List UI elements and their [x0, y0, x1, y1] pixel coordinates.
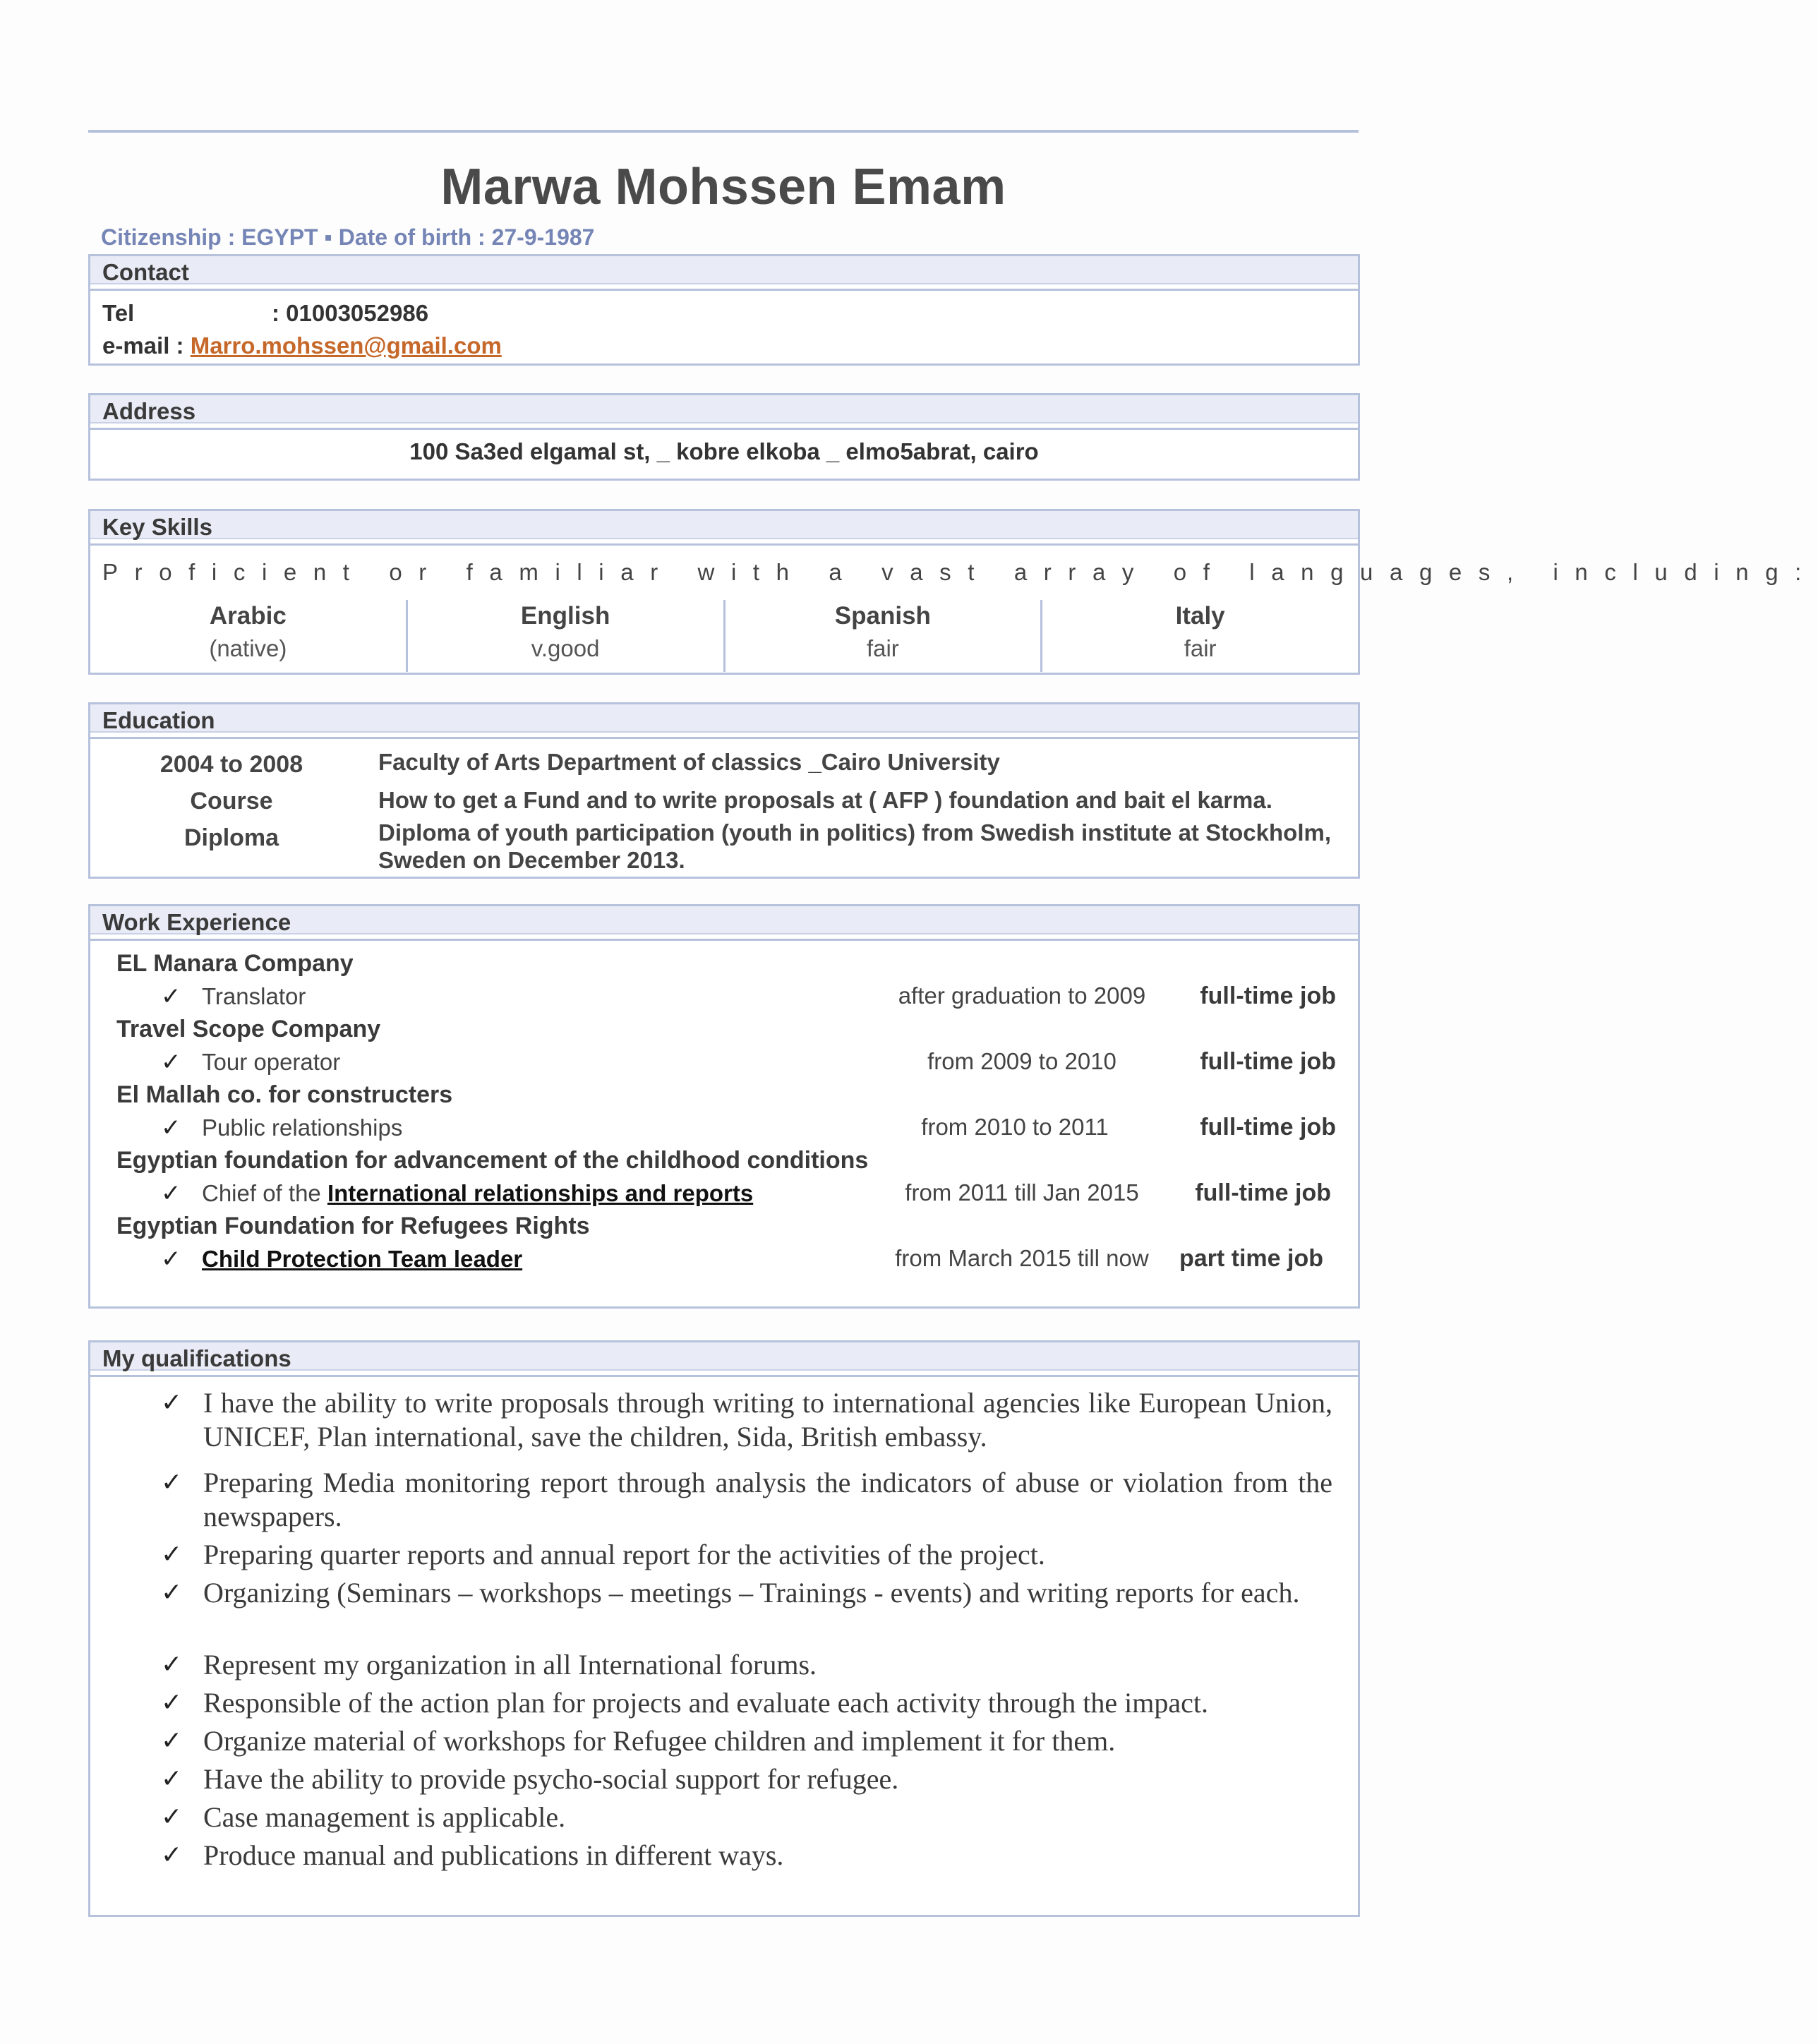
work-section — [88, 904, 1360, 1309]
language-name: Italy — [1175, 602, 1225, 630]
qualification-item — [161, 1686, 1332, 1720]
address-section — [88, 393, 1360, 481]
work-type: full-time job — [1200, 982, 1336, 1009]
work-type: full-time job — [1200, 1114, 1336, 1141]
education-label: 2004 to 2008 — [159, 751, 303, 778]
qualification-item — [161, 1538, 1332, 1572]
check-icon: ✓ — [161, 1540, 183, 1569]
check-icon: ✓ — [161, 1803, 183, 1832]
work-role — [161, 982, 306, 1011]
work-company: Travel Scope Company — [116, 1016, 381, 1042]
languages-grid — [90, 600, 1358, 672]
check-icon: ✓ — [161, 1578, 183, 1607]
work-company: Egyptian Foundation for Refugees Rights — [116, 1213, 590, 1239]
work-period: after graduation to 2009 — [898, 982, 1146, 1009]
language-name: Arabic — [209, 602, 287, 630]
address-value: 100 Sa3ed elgamal st, _ kobre elkoba _ elmo5abrat, cairo — [409, 438, 1039, 464]
email-label: e-mail : — [102, 332, 191, 359]
role-title: Public relationships — [202, 1114, 403, 1141]
role-title: Tour operator — [202, 1049, 341, 1075]
education-text: How to get a Fund and to write proposals at ( AFP ) foundation and bait el karma. — [378, 787, 1272, 813]
person-name: Marwa Mohssen Emam — [440, 159, 1006, 215]
check-icon: ✓ — [161, 1841, 183, 1870]
work-period: from 2009 to 2010 — [927, 1048, 1116, 1074]
check-icon: ✓ — [161, 1688, 183, 1717]
language-cell — [90, 600, 408, 672]
qualification-text: Produce manual and publications in different ways. — [203, 1839, 784, 1871]
tel-line — [102, 300, 428, 327]
qualifications-section — [88, 1340, 1360, 1917]
language-name: Spanish — [834, 602, 931, 630]
skills-title: Key Skills — [90, 511, 1358, 546]
education-label: Course — [190, 788, 273, 814]
skills-intro: Proficient or familiar with a vast array of languages, including: — [102, 559, 1818, 585]
qualification-item — [161, 1724, 1332, 1758]
work-company: El Mallah co. for constructers — [116, 1081, 453, 1108]
work-period: from 2011 till Jan 2015 — [905, 1179, 1139, 1206]
top-rule — [88, 130, 1359, 133]
qualification-text: Organize material of workshops for Refugee children and implement it for them. — [203, 1725, 1116, 1757]
qualification-item — [161, 1386, 1332, 1454]
check-icon: ✓ — [161, 1650, 183, 1679]
citizenship-line: Citizenship : EGYPT ▪ Date of birth : 27-9-1987 — [101, 224, 595, 250]
education-title: Education — [90, 704, 1358, 739]
check-icon: ✓ — [161, 1246, 181, 1273]
qualifications-title: My qualifications — [90, 1342, 1358, 1377]
education-label: Diploma — [183, 824, 279, 851]
qualification-item — [161, 1839, 1332, 1872]
language-cell — [1042, 600, 1358, 672]
check-icon: ✓ — [161, 1180, 181, 1207]
qualification-text: Case management is applicable. — [203, 1801, 566, 1833]
qualification-item — [161, 1466, 1332, 1534]
role-prefix: Chief of the — [202, 1180, 327, 1206]
qualification-text: I have the ability to write proposals through writing to international agencies like European Union, UNICEF, Plan international, save the children, Sida, British embassy. — [203, 1387, 1332, 1453]
role-link[interactable]: International relationships and reports — [327, 1180, 754, 1206]
contact-section — [88, 254, 1360, 366]
qualification-text: Preparing quarter reports and annual report for the activities of the project. — [203, 1539, 1045, 1570]
language-level: fair — [866, 635, 899, 661]
check-icon: ✓ — [161, 1726, 183, 1755]
email-link[interactable]: Marro.mohssen@gmail.com — [190, 332, 502, 359]
work-title: Work Experience — [90, 906, 1358, 941]
work-role — [161, 1245, 522, 1273]
work-period: from 2010 to 2011 — [921, 1114, 1109, 1140]
address-title: Address — [90, 395, 1358, 430]
qualification-text: Organizing (Seminars – workshops – meetings – Trainings - events) and writing reports for each. — [203, 1577, 1300, 1609]
work-type: full-time job — [1200, 1048, 1336, 1075]
qualification-text: Represent my organization in all International forums. — [203, 1649, 817, 1681]
tel-label: Tel — [102, 300, 135, 326]
education-text: Diploma of youth participation (youth in politics) from Swedish institute at Stockholm, Sweden on December 2013. — [378, 819, 1331, 873]
work-role — [161, 1048, 340, 1076]
language-cell — [726, 600, 1043, 672]
email-line — [102, 332, 502, 359]
qualification-item — [161, 1648, 1332, 1682]
role-title: Translator — [202, 983, 306, 1009]
work-company: Egyptian foundation for advancement of the childhood conditions — [116, 1147, 869, 1174]
language-level: (native) — [209, 635, 287, 661]
language-level: v.good — [531, 635, 600, 661]
qualification-item — [161, 1576, 1332, 1610]
qualification-text: Preparing Media monitoring report through analysis the indicators of abuse or violation from the newspapers. — [203, 1467, 1332, 1532]
check-icon: ✓ — [161, 1765, 183, 1793]
work-company: EL Manara Company — [116, 950, 354, 977]
education-section — [88, 702, 1360, 879]
check-icon: ✓ — [161, 983, 181, 1010]
skills-section — [88, 509, 1818, 675]
qualification-item — [161, 1762, 1332, 1796]
language-name: English — [520, 602, 610, 630]
qualification-text: Responsible of the action plan for projects and evaluate each activity through the impact. — [203, 1687, 1208, 1719]
check-icon: ✓ — [161, 1388, 183, 1417]
work-type: full-time job — [1195, 1179, 1331, 1206]
check-icon: ✓ — [161, 1114, 181, 1141]
check-icon: ✓ — [161, 1468, 183, 1497]
role-link[interactable]: Child Protection Team leader — [202, 1246, 523, 1272]
language-cell — [408, 600, 726, 672]
language-level: fair — [1184, 635, 1217, 661]
work-period: from March 2015 till now — [895, 1245, 1149, 1271]
education-text: Faculty of Arts Department of classics _Cairo University — [378, 749, 1000, 775]
check-icon: ✓ — [161, 1049, 181, 1076]
tel-value: : 01003052986 — [272, 300, 429, 326]
qualification-text: Have the ability to provide psycho-social support for refugee. — [203, 1763, 899, 1795]
contact-title: Contact — [90, 256, 1358, 291]
qualification-item — [161, 1800, 1332, 1834]
work-role — [161, 1179, 753, 1208]
work-type: part time job — [1179, 1245, 1323, 1272]
work-role — [161, 1114, 402, 1142]
